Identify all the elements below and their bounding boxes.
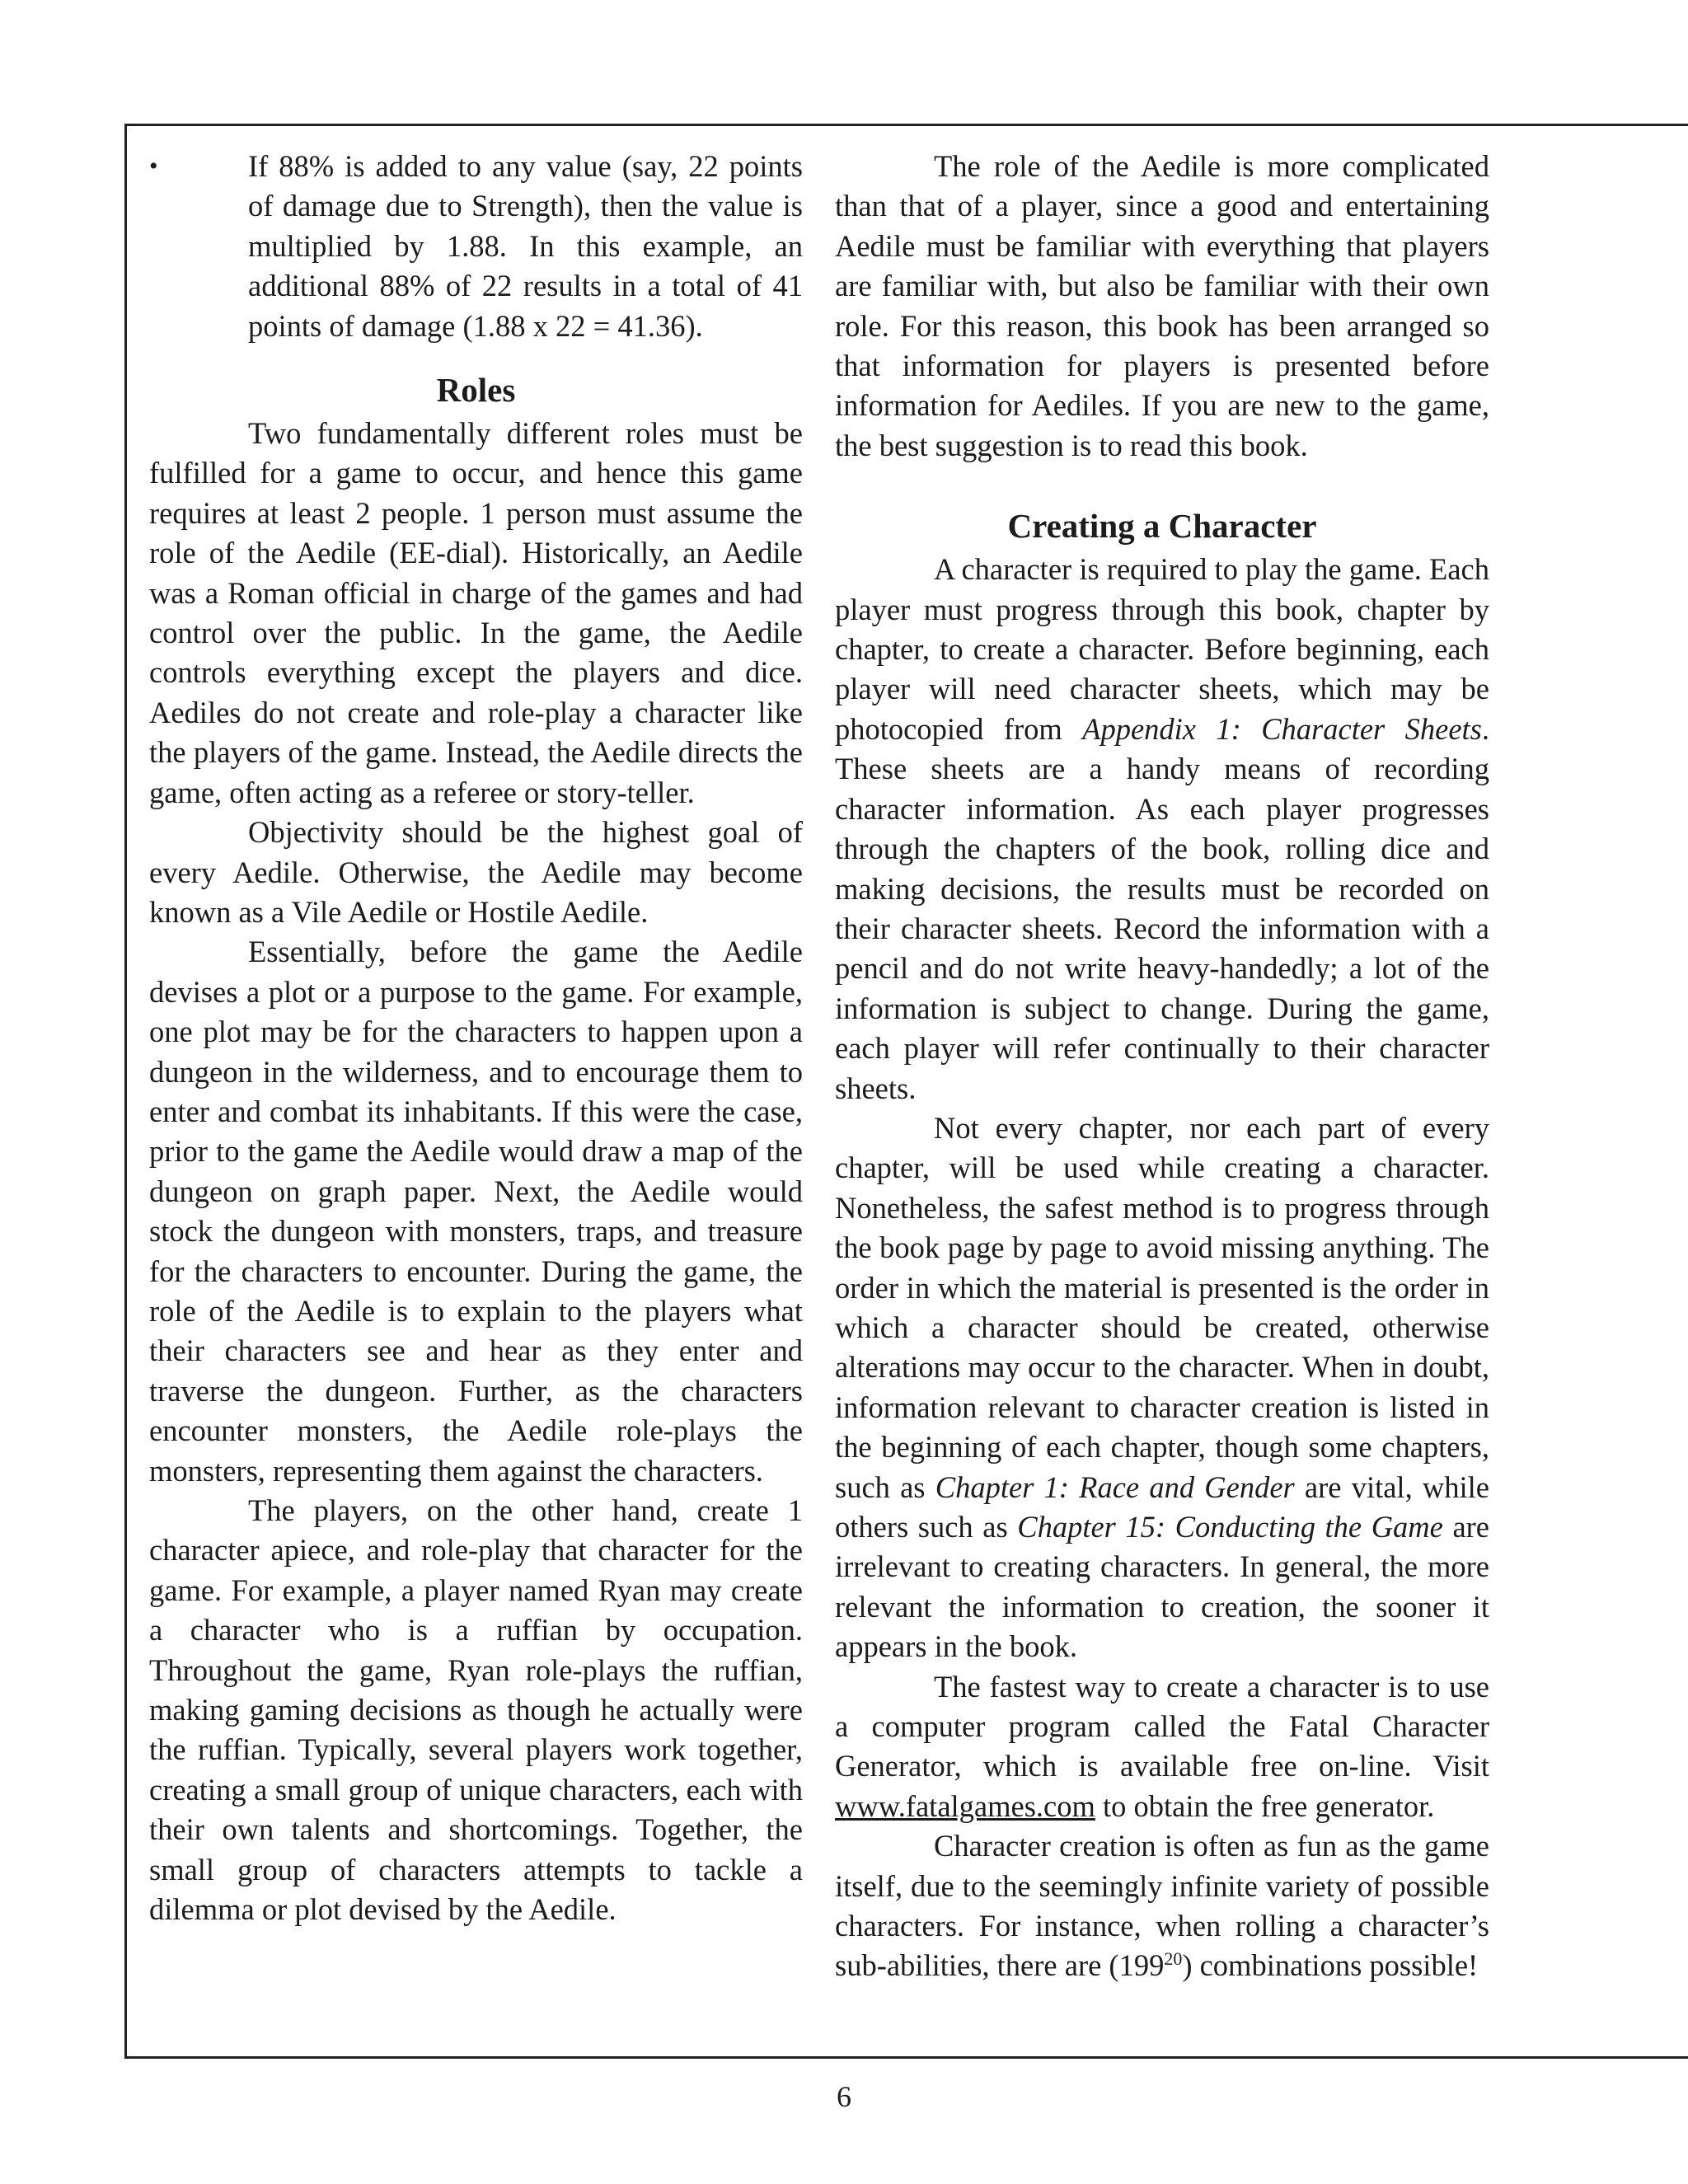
text-span: The fastest way to create a character is to use a computer program called the Fatal Character Generator, which is available free on-line. Visit: [835, 1669, 1489, 1783]
page-number: 6: [837, 2080, 851, 2113]
appendix-reference: Appendix 1: Character Sheets: [1082, 711, 1482, 746]
chapter-1-reference: Chapter 1: Race and Gender: [935, 1469, 1295, 1504]
exponent: 20: [1164, 1948, 1183, 1970]
text-span: Not every chapter, nor each part of every chapter, will be used while creating a character. Nonetheless, the safest method is to progress through the book page by page to avoid missing anything. The order in which the material is presented is the order in which a character should be created, otherwise alterations may occur to the character. When in doubt, information relevant to character creation is listed in the beginning of each chapter, though some chapters, such as: [835, 1110, 1489, 1504]
left-column: [149, 147, 803, 1929]
text-span: A character is required to play the game. Each player must progress through this book, chapter by chapter, to create a character. Before beginning, each player will need character sheets, which may be photocopied from: [835, 552, 1489, 746]
bullet-icon: •: [149, 152, 158, 180]
bullet-item: [149, 147, 803, 346]
aedile-intro-paragraph: The role of the Aedile is more complicated than that of a player, since a good and entertaining Aedile must be familiar with everything that players are familiar with, but also be familiar with their own role. For this reason, this book has been arranged so that information for players is presented before information for Aediles. If you are new to the game, the best suggestion is to read this book.: [835, 149, 1489, 462]
roles-heading: Roles: [436, 371, 516, 410]
text-span: are vital, while others such as: [835, 1469, 1489, 1544]
right-column: [835, 147, 1489, 1986]
text-span: . These sheets are a handy means of recording character information. As each player progresses through the chapters of the book, rolling dice and making decisions, the results must be recorded on their character sheets. Record the information with a pencil and do not write heavy-handedly; a lot of the information is subject to change. During the game, each player will refer continually to their character sheets.: [835, 711, 1489, 1105]
roles-paragraph-3: Essentially, before the game the Aedile devises a plot or a purpose to the game. For example, one plot may be for the characters to happen upon a dungeon in the wilderness, and to encourage them to enter and combat its inhabitants. If this were the case, prior to the game the Aedile would draw a map of the dungeon on graph paper. Next, the Aedile would stock the dungeon with monsters, traps, and treasure for the characters to encounter. During the game, the role of the Aedile is to explain to the players what their characters see and hear as they enter and traverse the dungeon. Further, as the characters encounter monsters, the Aedile role-plays the monsters, representing them against the characters.: [149, 935, 803, 1488]
creating-character-heading: Creating a Character: [1007, 507, 1317, 546]
text-span: are irrelevant to creating characters. In general, the more relevant the information to creation, the sooner it appears in the book.: [835, 1510, 1489, 1664]
text-span: to obtain the free generator.: [1095, 1788, 1435, 1823]
chapter-15-reference: Chapter 15: Conducting the Game: [1017, 1510, 1443, 1544]
roles-paragraph-2: Objectivity should be the highest goal of every Aedile. Otherwise, the Aedile may become known as a Vile Aedile or Hostile Aedile.: [149, 815, 803, 929]
text-span: ) combinations possible!: [1182, 1948, 1479, 1983]
creating-paragraph-3: [835, 1667, 1489, 1827]
text-span: Character creation is often as fun as the game itself, due to the seemingly infinite variety of possible characters. For instance, when rolling a character’s sub-abilities, there are (199: [835, 1829, 1489, 1983]
fatalgames-link[interactable]: www.fatalgames.com: [835, 1788, 1095, 1823]
roles-paragraph-4: The players, on the other hand, create 1 character apiece, and role-play that character for the game. For example, a player named Ryan may create a character who is a ruffian by occupation. Throughout the game, Ryan role-plays the ruffian, making gaming decisions as though he actually were the ruffian. Typically, several players work together, creating a small group of unique characters, each with their own talents and shortcomings. Together, the small group of characters attempts to tackle a dilemma or plot devised by the Aedile.: [149, 1493, 803, 1927]
roles-paragraph-1: Two fundamentally different roles must be fulfilled for a game to occur, and hence this game requires at least 2 people. 1 person must assume the role of the Aedile (EE-dial). Historically, an Aedile was a Roman official in charge of the games and had control over the public. In the game, the Aedile controls everything except the players and dice. Aediles do not create and role-play a character like the players of the game. Instead, the Aedile directs the game, often acting as a referee or story-teller.: [149, 416, 803, 809]
bullet-text: If 88% is added to any value (say, 22 points of damage due to Strength), then the value is multiplied by 1.88. In this example, an additional 88% of 22 results in a total of 41 points of damage (1.88 x 22 = 41.36).: [248, 149, 803, 343]
creating-paragraph-4: [835, 1826, 1489, 1986]
creating-paragraph-1: [835, 550, 1489, 1108]
creating-paragraph-2: [835, 1108, 1489, 1667]
